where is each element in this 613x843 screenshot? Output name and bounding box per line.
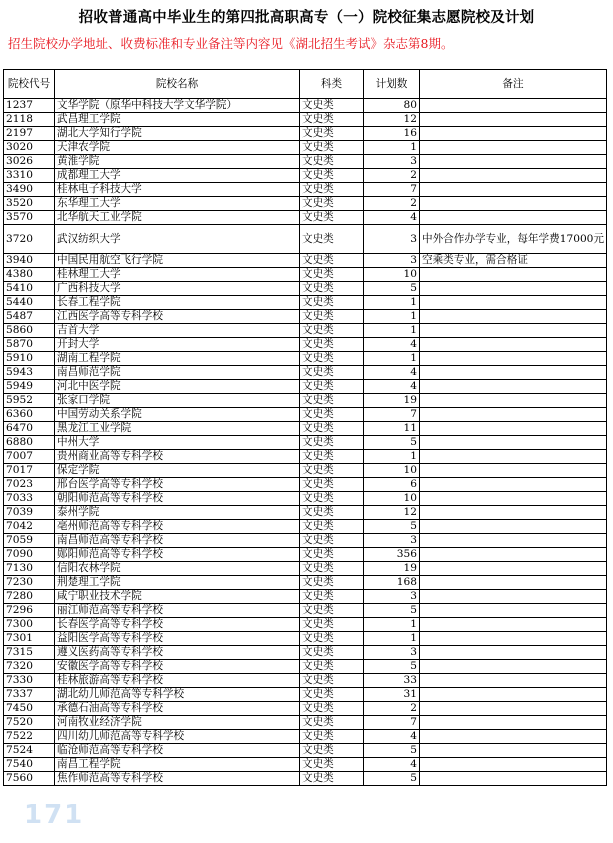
table-row [4, 113, 607, 127]
category-cell: 文史类 [300, 744, 364, 758]
category-cell: 文史类 [300, 366, 364, 380]
table-row [4, 562, 607, 576]
school-name-cell: 湖北幼儿师范高等专科学校 [55, 688, 300, 702]
table-row [4, 674, 607, 688]
remark-cell [420, 534, 607, 548]
school-code-cell: 7007 [4, 450, 55, 464]
table-row [4, 464, 607, 478]
plan-count-cell: 5 [364, 660, 420, 674]
school-name-cell: 河北中医学院 [55, 380, 300, 394]
school-name-cell: 临沧师范高等专科学校 [55, 744, 300, 758]
school-code-cell: 7320 [4, 660, 55, 674]
table-row [4, 576, 607, 590]
table-row [4, 716, 607, 730]
table-row [4, 169, 607, 183]
category-cell: 文史类 [300, 506, 364, 520]
plan-count-cell: 3 [364, 534, 420, 548]
category-cell: 文史类 [300, 155, 364, 169]
school-code-cell: 5860 [4, 324, 55, 338]
school-code-cell: 7130 [4, 562, 55, 576]
school-name-cell: 北华航天工业学院 [55, 211, 300, 225]
school-code-cell: 7560 [4, 772, 55, 786]
header-remark: 备注 [420, 70, 607, 99]
school-code-cell: 7540 [4, 758, 55, 772]
category-cell: 文史类 [300, 113, 364, 127]
header-plan: 计划数 [364, 70, 420, 99]
header-category: 科类 [300, 70, 364, 99]
school-name-cell: 邢台医学高等专科学校 [55, 478, 300, 492]
remark-cell [420, 422, 607, 436]
table-row [4, 744, 607, 758]
school-code-cell: 7023 [4, 478, 55, 492]
category-cell: 文史类 [300, 562, 364, 576]
school-name-cell: 吉首大学 [55, 324, 300, 338]
category-cell: 文史类 [300, 674, 364, 688]
plan-count-cell: 4 [364, 380, 420, 394]
plan-count-cell: 2 [364, 169, 420, 183]
table-row [4, 211, 607, 225]
plan-count-cell: 2 [364, 197, 420, 211]
school-code-cell: 4380 [4, 268, 55, 282]
plan-count-cell: 3 [364, 254, 420, 268]
plan-count-cell: 3 [364, 590, 420, 604]
remark-cell [420, 716, 607, 730]
plan-count-cell: 356 [364, 548, 420, 562]
school-code-cell: 6470 [4, 422, 55, 436]
category-cell: 文史类 [300, 296, 364, 310]
plan-count-cell: 1 [364, 324, 420, 338]
remark-cell [420, 394, 607, 408]
table-row [4, 282, 607, 296]
category-cell: 文史类 [300, 422, 364, 436]
remark-cell [420, 211, 607, 225]
category-cell: 文史类 [300, 660, 364, 674]
table-row [4, 408, 607, 422]
table-row [4, 758, 607, 772]
remark-cell [420, 548, 607, 562]
category-cell: 文史类 [300, 338, 364, 352]
table-row [4, 772, 607, 786]
table-row [4, 324, 607, 338]
category-cell: 文史类 [300, 730, 364, 744]
page-title: 招收普通高中毕业生的第四批高职高专（一）院校征集志愿院校及计划 [78, 9, 535, 26]
remark-cell [420, 338, 607, 352]
school-name-cell: 桂林理工大学 [55, 268, 300, 282]
school-code-cell: 5949 [4, 380, 55, 394]
school-code-cell: 3520 [4, 197, 55, 211]
school-name-cell: 武汉纺织大学 [55, 225, 300, 254]
school-code-cell: 3490 [4, 183, 55, 197]
school-name-cell: 成都理工大学 [55, 169, 300, 183]
category-cell: 文史类 [300, 590, 364, 604]
plan-count-cell: 168 [364, 576, 420, 590]
school-code-cell: 7301 [4, 632, 55, 646]
table-row [4, 394, 607, 408]
school-code-cell: 2118 [4, 113, 55, 127]
remark-cell [420, 99, 607, 113]
category-cell: 文史类 [300, 183, 364, 197]
remark-cell [420, 590, 607, 604]
table-row [4, 352, 607, 366]
school-code-cell: 2197 [4, 127, 55, 141]
school-name-cell: 保定学院 [55, 464, 300, 478]
school-name-cell: 武昌理工学院 [55, 113, 300, 127]
school-name-cell: 广西科技大学 [55, 282, 300, 296]
plan-count-cell: 12 [364, 506, 420, 520]
school-name-cell: 焦作师范高等专科学校 [55, 772, 300, 786]
school-code-cell: 7042 [4, 520, 55, 534]
table-row [4, 155, 607, 169]
remark-cell [420, 127, 607, 141]
plan-count-cell: 3 [364, 646, 420, 660]
plan-count-cell: 1 [364, 632, 420, 646]
category-cell: 文史类 [300, 254, 364, 268]
plan-count-cell: 1 [364, 141, 420, 155]
school-name-cell: 南昌师范高等专科学校 [55, 534, 300, 548]
watermark-logo: 171 [24, 800, 85, 830]
plan-count-cell: 4 [364, 366, 420, 380]
plan-count-cell: 33 [364, 674, 420, 688]
table-row [4, 590, 607, 604]
remark-cell [420, 520, 607, 534]
category-cell: 文史类 [300, 394, 364, 408]
school-code-cell: 7090 [4, 548, 55, 562]
school-code-cell: 6360 [4, 408, 55, 422]
plan-count-cell: 10 [364, 492, 420, 506]
school-code-cell: 7280 [4, 590, 55, 604]
table-row [4, 618, 607, 632]
plan-count-cell: 10 [364, 268, 420, 282]
table-row [4, 127, 607, 141]
category-cell: 文史类 [300, 352, 364, 366]
table-row [4, 492, 607, 506]
category-cell: 文史类 [300, 646, 364, 660]
table-row [4, 506, 607, 520]
school-name-cell: 桂林旅游高等专科学校 [55, 674, 300, 688]
school-name-cell: 中州大学 [55, 436, 300, 450]
category-cell: 文史类 [300, 520, 364, 534]
table-row [4, 366, 607, 380]
table-row [4, 254, 607, 268]
plan-count-cell: 31 [364, 688, 420, 702]
school-name-cell: 益阳医学高等专科学校 [55, 632, 300, 646]
school-code-cell: 6880 [4, 436, 55, 450]
school-name-cell: 丽江师范高等专科学校 [55, 604, 300, 618]
remark-cell [420, 183, 607, 197]
school-code-cell: 3020 [4, 141, 55, 155]
plan-count-cell: 3 [364, 225, 420, 254]
remark-cell [420, 506, 607, 520]
plan-count-cell: 6 [364, 478, 420, 492]
table-row [4, 99, 607, 113]
school-code-cell: 3026 [4, 155, 55, 169]
category-cell: 文史类 [300, 464, 364, 478]
plan-count-cell: 1 [364, 296, 420, 310]
category-cell: 文史类 [300, 450, 364, 464]
school-code-cell: 7300 [4, 618, 55, 632]
remark-cell [420, 464, 607, 478]
remark-cell [420, 688, 607, 702]
table-row [4, 548, 607, 562]
header-name: 院校名称 [55, 70, 300, 99]
category-cell: 文史类 [300, 688, 364, 702]
school-name-cell: 荆楚理工学院 [55, 576, 300, 590]
school-name-cell: 长春工程学院 [55, 296, 300, 310]
school-code-cell: 7296 [4, 604, 55, 618]
school-code-cell: 3940 [4, 254, 55, 268]
school-name-cell: 天津农学院 [55, 141, 300, 155]
school-name-cell: 河南牧业经济学院 [55, 716, 300, 730]
category-cell: 文史类 [300, 772, 364, 786]
category-cell: 文史类 [300, 702, 364, 716]
remark-cell [420, 632, 607, 646]
school-code-cell: 7524 [4, 744, 55, 758]
table-row [4, 436, 607, 450]
table-row [4, 646, 607, 660]
school-name-cell: 桂林电子科技大学 [55, 183, 300, 197]
school-code-cell: 7315 [4, 646, 55, 660]
category-cell: 文史类 [300, 141, 364, 155]
school-code-cell: 7330 [4, 674, 55, 688]
remark-cell [420, 352, 607, 366]
remark-cell [420, 197, 607, 211]
table-row [4, 520, 607, 534]
table-row [4, 268, 607, 282]
school-name-cell: 贵州商业高等专科学校 [55, 450, 300, 464]
category-cell: 文史类 [300, 716, 364, 730]
table-row [4, 702, 607, 716]
plan-count-cell: 19 [364, 394, 420, 408]
plan-count-cell: 7 [364, 408, 420, 422]
school-name-cell: 中国民用航空飞行学院 [55, 254, 300, 268]
school-code-cell: 7059 [4, 534, 55, 548]
plan-count-cell: 19 [364, 562, 420, 576]
plan-count-cell: 4 [364, 338, 420, 352]
school-code-cell: 7033 [4, 492, 55, 506]
school-code-cell: 3570 [4, 211, 55, 225]
school-name-cell: 开封大学 [55, 338, 300, 352]
table-row [4, 141, 607, 155]
category-cell: 文史类 [300, 492, 364, 506]
remark-cell [420, 576, 607, 590]
notice-text: 招生院校办学地址、收费标准和专业备注等内容见《湖北招生考试》杂志第8期。 [8, 36, 454, 51]
table-row [4, 296, 607, 310]
remark-cell [420, 618, 607, 632]
category-cell: 文史类 [300, 758, 364, 772]
table-row [4, 604, 607, 618]
school-code-cell: 7017 [4, 464, 55, 478]
remark-cell [420, 366, 607, 380]
remark-cell [420, 169, 607, 183]
plan-count-cell: 5 [364, 520, 420, 534]
table-row [4, 338, 607, 352]
plan-count-cell: 1 [364, 310, 420, 324]
school-code-cell: 7039 [4, 506, 55, 520]
category-cell: 文史类 [300, 380, 364, 394]
school-name-cell: 四川幼儿师范高等专科学校 [55, 730, 300, 744]
table-row [4, 225, 607, 254]
remark-cell [420, 744, 607, 758]
school-code-cell: 7522 [4, 730, 55, 744]
school-code-cell: 5943 [4, 366, 55, 380]
school-name-cell: 安徽医学高等专科学校 [55, 660, 300, 674]
table-body [4, 99, 607, 786]
remark-cell [420, 604, 607, 618]
remark-cell [420, 660, 607, 674]
remark-cell [420, 562, 607, 576]
plan-count-cell: 1 [364, 618, 420, 632]
remark-cell [420, 436, 607, 450]
school-code-cell: 5487 [4, 310, 55, 324]
table-row [4, 478, 607, 492]
school-name-cell: 南昌师范学院 [55, 366, 300, 380]
category-cell: 文史类 [300, 169, 364, 183]
category-cell: 文史类 [300, 478, 364, 492]
category-cell: 文史类 [300, 324, 364, 338]
admission-plan-table [3, 69, 607, 786]
plan-count-cell: 5 [364, 436, 420, 450]
school-code-cell: 5952 [4, 394, 55, 408]
remark-cell [420, 646, 607, 660]
table-header-row [4, 70, 607, 99]
remark-cell: 中外合作办学专业，每年学费17000元 [420, 225, 607, 254]
remark-cell [420, 155, 607, 169]
plan-count-cell: 1 [364, 352, 420, 366]
table-row [4, 660, 607, 674]
school-name-cell: 郧阳师范高等专科学校 [55, 548, 300, 562]
school-name-cell: 张家口学院 [55, 394, 300, 408]
category-cell: 文史类 [300, 197, 364, 211]
table-row [4, 730, 607, 744]
remark-cell [420, 310, 607, 324]
plan-count-cell: 16 [364, 127, 420, 141]
school-code-cell: 5910 [4, 352, 55, 366]
table-row [4, 632, 607, 646]
table-row [4, 197, 607, 211]
category-cell: 文史类 [300, 99, 364, 113]
table-row [4, 534, 607, 548]
remark-cell: 空乘类专业，需合格证 [420, 254, 607, 268]
remark-cell [420, 758, 607, 772]
school-name-cell: 东华理工大学 [55, 197, 300, 211]
category-cell: 文史类 [300, 268, 364, 282]
school-name-cell: 遵义医药高等专科学校 [55, 646, 300, 660]
school-name-cell: 中国劳动关系学院 [55, 408, 300, 422]
category-cell: 文史类 [300, 408, 364, 422]
plan-count-cell: 5 [364, 282, 420, 296]
remark-cell [420, 702, 607, 716]
remark-cell [420, 772, 607, 786]
remark-cell [420, 450, 607, 464]
plan-count-cell: 1 [364, 450, 420, 464]
school-code-cell: 7337 [4, 688, 55, 702]
category-cell: 文史类 [300, 534, 364, 548]
school-name-cell: 江西医学高等专科学校 [55, 310, 300, 324]
remark-cell [420, 408, 607, 422]
category-cell: 文史类 [300, 548, 364, 562]
school-code-cell: 5440 [4, 296, 55, 310]
remark-cell [420, 113, 607, 127]
school-name-cell: 长春医学高等专科学校 [55, 618, 300, 632]
remark-cell [420, 478, 607, 492]
school-code-cell: 7520 [4, 716, 55, 730]
category-cell: 文史类 [300, 576, 364, 590]
table-row [4, 688, 607, 702]
remark-cell [420, 380, 607, 394]
school-name-cell: 黄淮学院 [55, 155, 300, 169]
category-cell: 文史类 [300, 618, 364, 632]
school-code-cell: 5410 [4, 282, 55, 296]
remark-cell [420, 492, 607, 506]
plan-count-cell: 5 [364, 744, 420, 758]
plan-count-cell: 11 [364, 422, 420, 436]
school-name-cell: 文华学院（原华中科技大学文华学院） [55, 99, 300, 113]
remark-cell [420, 730, 607, 744]
school-name-cell: 南昌工程学院 [55, 758, 300, 772]
plan-count-cell: 7 [364, 183, 420, 197]
plan-count-cell: 3 [364, 155, 420, 169]
school-code-cell: 5870 [4, 338, 55, 352]
plan-count-cell: 80 [364, 99, 420, 113]
school-name-cell: 咸宁职业技术学院 [55, 590, 300, 604]
plan-count-cell: 12 [364, 113, 420, 127]
category-cell: 文史类 [300, 632, 364, 646]
table-row [4, 422, 607, 436]
school-code-cell: 3720 [4, 225, 55, 254]
school-name-cell: 亳州师范高等专科学校 [55, 520, 300, 534]
plan-count-cell: 4 [364, 730, 420, 744]
remark-cell [420, 282, 607, 296]
plan-count-cell: 4 [364, 758, 420, 772]
category-cell: 文史类 [300, 282, 364, 296]
table-row [4, 380, 607, 394]
category-cell: 文史类 [300, 436, 364, 450]
table-row [4, 450, 607, 464]
plan-count-cell: 10 [364, 464, 420, 478]
school-code-cell: 7450 [4, 702, 55, 716]
school-name-cell: 泰州学院 [55, 506, 300, 520]
plan-count-cell: 7 [364, 716, 420, 730]
category-cell: 文史类 [300, 127, 364, 141]
remark-cell [420, 324, 607, 338]
school-code-cell: 7230 [4, 576, 55, 590]
category-cell: 文史类 [300, 211, 364, 225]
school-name-cell: 黑龙江工业学院 [55, 422, 300, 436]
school-name-cell: 信阳农林学院 [55, 562, 300, 576]
school-name-cell: 朝阳师范高等专科学校 [55, 492, 300, 506]
remark-cell [420, 141, 607, 155]
category-cell: 文史类 [300, 225, 364, 254]
plan-count-cell: 5 [364, 772, 420, 786]
school-code-cell: 1237 [4, 99, 55, 113]
remark-cell [420, 296, 607, 310]
school-code-cell: 3310 [4, 169, 55, 183]
school-name-cell: 湖北大学知行学院 [55, 127, 300, 141]
remark-cell [420, 268, 607, 282]
plan-count-cell: 2 [364, 702, 420, 716]
plan-count-cell: 5 [364, 604, 420, 618]
category-cell: 文史类 [300, 604, 364, 618]
category-cell: 文史类 [300, 310, 364, 324]
table-row [4, 183, 607, 197]
table-row [4, 310, 607, 324]
school-name-cell: 承德石油高等专科学校 [55, 702, 300, 716]
header-code: 院校代号 [4, 70, 55, 99]
remark-cell [420, 674, 607, 688]
plan-count-cell: 4 [364, 211, 420, 225]
school-name-cell: 湖南工程学院 [55, 352, 300, 366]
